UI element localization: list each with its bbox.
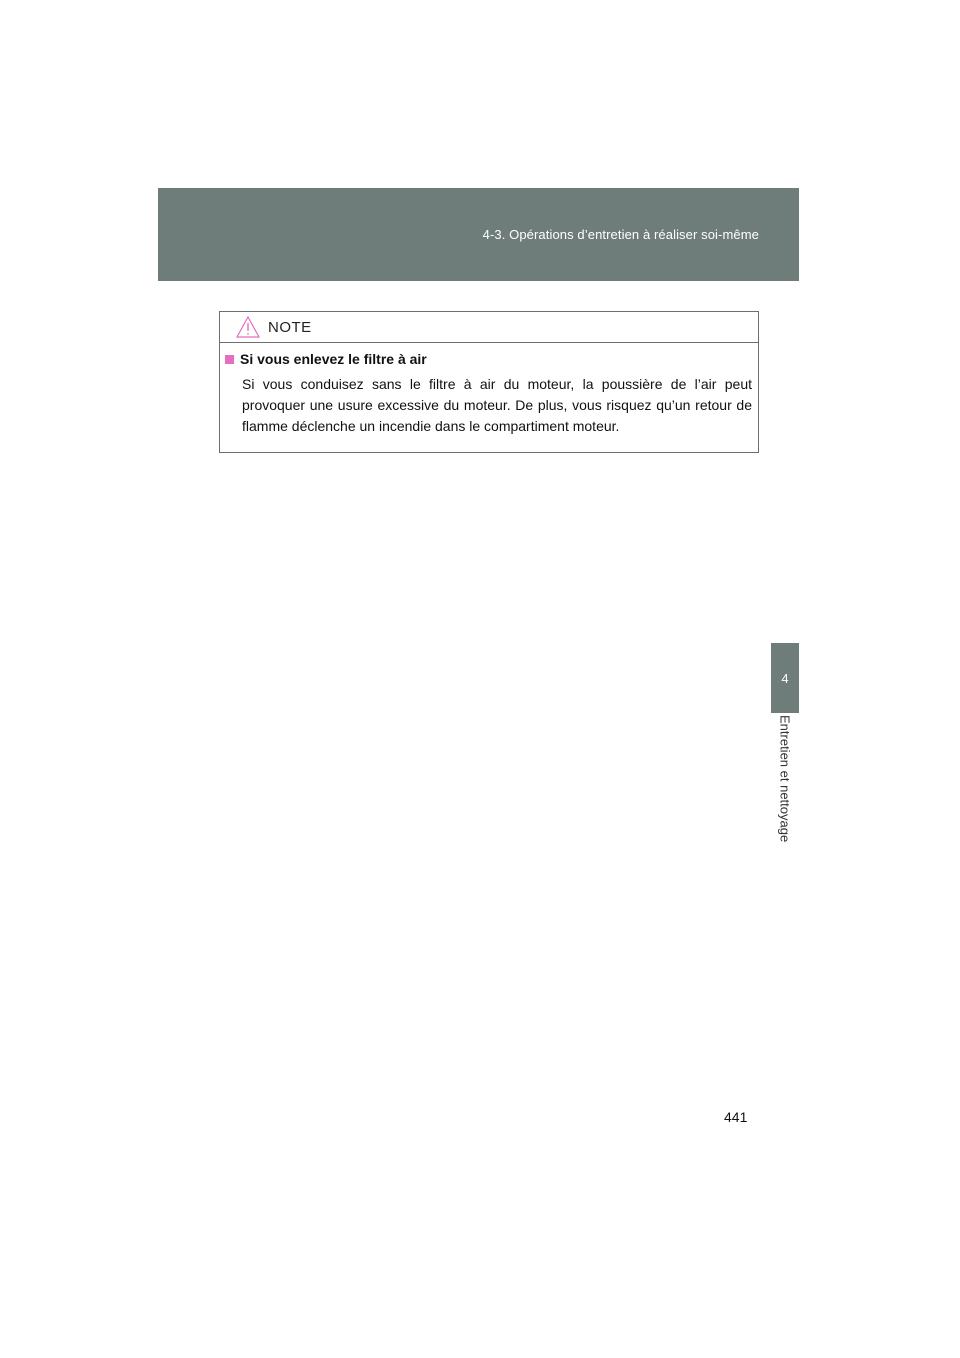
note-label: NOTE (268, 318, 312, 336)
square-bullet-icon (225, 355, 234, 364)
note-header (220, 312, 758, 343)
chapter-tab (771, 643, 799, 713)
warning-triangle-icon (236, 316, 260, 338)
note-heading (225, 351, 752, 367)
section-title: 4-3. Opérations d’entretien à réaliser soi-même (482, 227, 759, 242)
page-number: 441 (724, 1109, 748, 1125)
header-band (158, 188, 799, 281)
chapter-title: Entretien et nettoyage (777, 715, 793, 843)
chapter-number: 4 (781, 670, 789, 686)
note-paragraph: Si vous conduisez sans le filtre à air du moteur, la poussière de l’air peut provoquer une usure excessive du moteur. De plus, vous risquez qu’un retour de flamme déclenche un incendie dans le compartiment moteur. (242, 376, 752, 434)
note-heading-text: Si vous enlevez le filtre à air (240, 351, 427, 367)
note-body (220, 343, 758, 437)
note-box (219, 311, 759, 453)
